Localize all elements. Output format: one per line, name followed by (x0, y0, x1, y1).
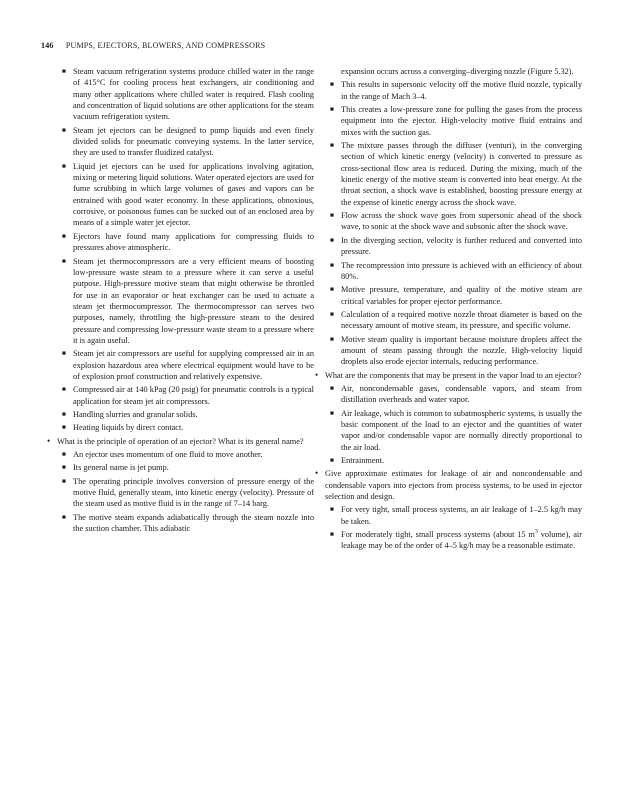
square-bullet-icon: ■ (330, 261, 334, 269)
round-bullet-icon: • (315, 468, 319, 479)
square-bullet-icon: ■ (62, 424, 66, 432)
item-text: Heating liquids by direct contact. (73, 423, 184, 433)
bullet-item (59, 449, 314, 460)
item-text: Liquid jet ejectors can be used for applications involving agitation, mixing or metering liquid solutions. Water operated ejectors are used for fume scrubbing in which large volumes of gases and vapors can be entrained with good water economy. In these applications, obnoxious, corrosive, or poisonous fumes can be sucked out of an enclosed area by means of a simple water jet ejector. (73, 161, 314, 228)
bullet-item (327, 408, 582, 453)
square-bullet-icon: ■ (330, 409, 334, 417)
square-bullet-icon: ■ (330, 384, 334, 392)
square-bullet-icon: ■ (330, 212, 334, 220)
bullet-item (59, 384, 314, 407)
bullet-item (327, 334, 582, 368)
square-bullet-icon: ■ (330, 335, 334, 343)
bullet-item (327, 383, 582, 406)
question-item (313, 468, 582, 502)
running-title: PUMPS, EJECTORS, BLOWERS, AND COMPRESSORS (65, 41, 266, 50)
right-column (315, 66, 582, 554)
bullet-item (327, 210, 582, 233)
bullet-item (59, 66, 314, 123)
item-text: Entrainment. (341, 456, 385, 465)
bullet-item (327, 284, 582, 307)
square-bullet-icon: ■ (62, 477, 66, 485)
page-header (41, 41, 581, 50)
round-bullet-icon: • (315, 369, 319, 380)
item-text: Give approximate estimates for leakage of air and noncondensable and condensable vapors into ejectors from process systems, to be used in ejector selection and design. (325, 469, 582, 502)
item-text: The mixture passes through the diffuser (venturi), in the converging section of which kinetic energy (velocity) is converted to pressure as cross-sectional flow area is reduced. During the mixing, much of the kinetic energy of the motive steam is converted into heat energy. At the throat section, a shock wave is established, boosting pressure energy at the expense of kinetic energy across the shock wave. (341, 141, 582, 207)
bullet-item (327, 79, 582, 102)
item-text: Air leakage, which is common to subatmospheric systems, is usually the basic component of the load to an ejector and the quantities of water vapor and/or condensable vapor are normally directly proportional to the air load. (341, 408, 582, 452)
bullet-item (327, 140, 582, 208)
bullet-item (327, 235, 582, 258)
item-text: Steam jet air compressors are useful for supplying compressed air in an explosion hazardous area where electrical equipment would have to be of explosion proof construction and relatively expensive. (73, 349, 314, 381)
bullet-item (59, 231, 314, 254)
question-item (45, 436, 314, 447)
item-text: Motive steam quality is important because moisture droplets affect the amount of steam passing through the nozzle. High-velocity liquid droplets also erode ejector internals, reducing performance. (341, 334, 582, 367)
square-bullet-icon: ■ (62, 513, 66, 521)
square-bullet-icon: ■ (62, 451, 66, 458)
bullet-item (327, 104, 582, 138)
item-text: Compressed air at 140 kPag (20 psig) for pneumatic controls is a typical application for steam jet air compressors. (73, 385, 314, 406)
question-item (313, 370, 582, 381)
bullet-item (59, 161, 314, 229)
item-text: Handling slurries and granular solids. (73, 409, 198, 419)
bullet-item (327, 260, 582, 283)
item-text: Motive pressure, temperature, and quality of the motive steam are critical variables for proper ejector performance. (341, 285, 582, 306)
item-text: The recompression into pressure is achieved with an efficiency of about 80%. (341, 260, 582, 281)
page-number: 146 (41, 41, 54, 50)
item-text: This results in supersonic velocity off the motive fluid nozzle, typically in the range of Mach 3–4. (341, 80, 582, 101)
square-bullet-icon: ■ (330, 106, 334, 114)
continued-paragraph: expansion occurs across a converging–diverging nozzle (Figure 5.32). (341, 67, 574, 76)
bullet-item (327, 529, 582, 552)
item-text: Ejectors have found many applications for compressing fluids to pressures above atmospheric. (73, 231, 314, 253)
bullet-item (59, 125, 314, 159)
item-text: For moderately tight, small process systems (about 15 $m^3$ volume), air leakage may be of the order of 4–5 kg/h may be a reasonable estimate. (341, 529, 582, 551)
bullet-item (59, 462, 314, 473)
bullet-item (59, 409, 314, 420)
square-bullet-icon: ■ (330, 531, 334, 539)
left-column (47, 66, 314, 536)
item-text: What is the principle of operation of an ejector? What is its general name? (57, 436, 304, 446)
item-text: Steam jet ejectors can be designed to pump liquids and even finely divided solids for pneumatic conveying systems. In the latter service, they are used to transfer fluidized catalyst. (73, 125, 314, 158)
item-text: Steam vacuum refrigeration systems produce chilled water in the range of 415°C for cooling process heat exchangers, air conditioning and many other applications where chilled water is required. Flash cooling and concentration of liquid solutions are other applications for the steam vacuum refrigeration system. (73, 67, 314, 122)
square-bullet-icon: ■ (330, 310, 334, 318)
square-bullet-icon: ■ (330, 506, 334, 514)
item-text: The motive steam expands adiabatically through the steam nozzle into the suction chamber. This adiabatic (73, 512, 314, 534)
bullet-item (327, 455, 582, 466)
square-bullet-icon: ■ (330, 457, 334, 464)
superscript: 3 (534, 529, 538, 536)
item-text: An ejector uses momentum of one fluid to move another. (73, 450, 263, 459)
bullet-item (327, 309, 582, 332)
square-bullet-icon: ■ (62, 232, 66, 240)
item-text: This creates a low-pressure zone for pulling the gases from the process equipment into the ejector. High-velocity motive fluid entrains and mixes with the suction gas. (341, 105, 582, 137)
bullet-item (59, 476, 314, 510)
square-bullet-icon: ■ (62, 410, 66, 418)
square-bullet-icon: ■ (62, 68, 66, 75)
square-bullet-icon: ■ (62, 350, 66, 358)
item-text: What are the components that may be present in the vapor load to an ejector? (325, 370, 582, 380)
item-text: Calculation of a required motive nozzle throat diameter is based on the necessary amount of motive steam, its pressure, and specific volume. (341, 309, 582, 331)
square-bullet-icon: ■ (62, 162, 66, 170)
square-bullet-icon: ■ (62, 386, 66, 394)
item-text: For very tight, small process systems, an air leakage of 1–2.5 kg/h may be taken. (341, 505, 582, 526)
square-bullet-icon: ■ (62, 464, 66, 472)
square-bullet-icon: ■ (330, 286, 334, 294)
square-bullet-icon: ■ (330, 236, 334, 244)
square-bullet-icon: ■ (330, 142, 334, 150)
item-text: Its general name is jet pump. (73, 463, 169, 473)
square-bullet-icon: ■ (62, 257, 66, 265)
item-text: Air, noncondensable gases, condensable vapors, and steam from distillation overheads and water vapor. (341, 383, 582, 405)
square-bullet-icon: ■ (62, 126, 66, 134)
square-bullet-icon: ■ (330, 81, 334, 89)
item-text: Flow across the shock wave goes from supersonic ahead of the shock wave, to sonic at the shock wave and subsonic after the shock wave. (341, 211, 582, 232)
item-text: In the diverging section, velocity is further reduced and converted into pressure. (341, 235, 582, 257)
bullet-item (59, 348, 314, 382)
item-text: Steam jet thermocompressors are a very efficient means of boosting low-pressure waste steam to a pressure where it can serve a useful purpose. High-pressure motive steam that might otherwise be throttled for use in an evaporator or heat exchanger can be used to actuate a steam jet thermocompressor. The thermocompressor can serves two purposes, namely, throttling the high-pressure steam to the desired pressure and compressing low-pressure waste steam to a pressure where it is again useful. (73, 256, 314, 345)
bullet-item (59, 256, 314, 347)
bullet-item (59, 422, 314, 433)
bullet-item (327, 504, 582, 527)
item-text: The operating principle involves conversion of pressure energy of the motive fluid, generally steam, into kinetic energy (velocity). Pressure of the steam used as motive fluid is in the range of 7–14 barg. (73, 476, 314, 509)
round-bullet-icon: • (47, 435, 51, 446)
bullet-item (59, 512, 314, 535)
